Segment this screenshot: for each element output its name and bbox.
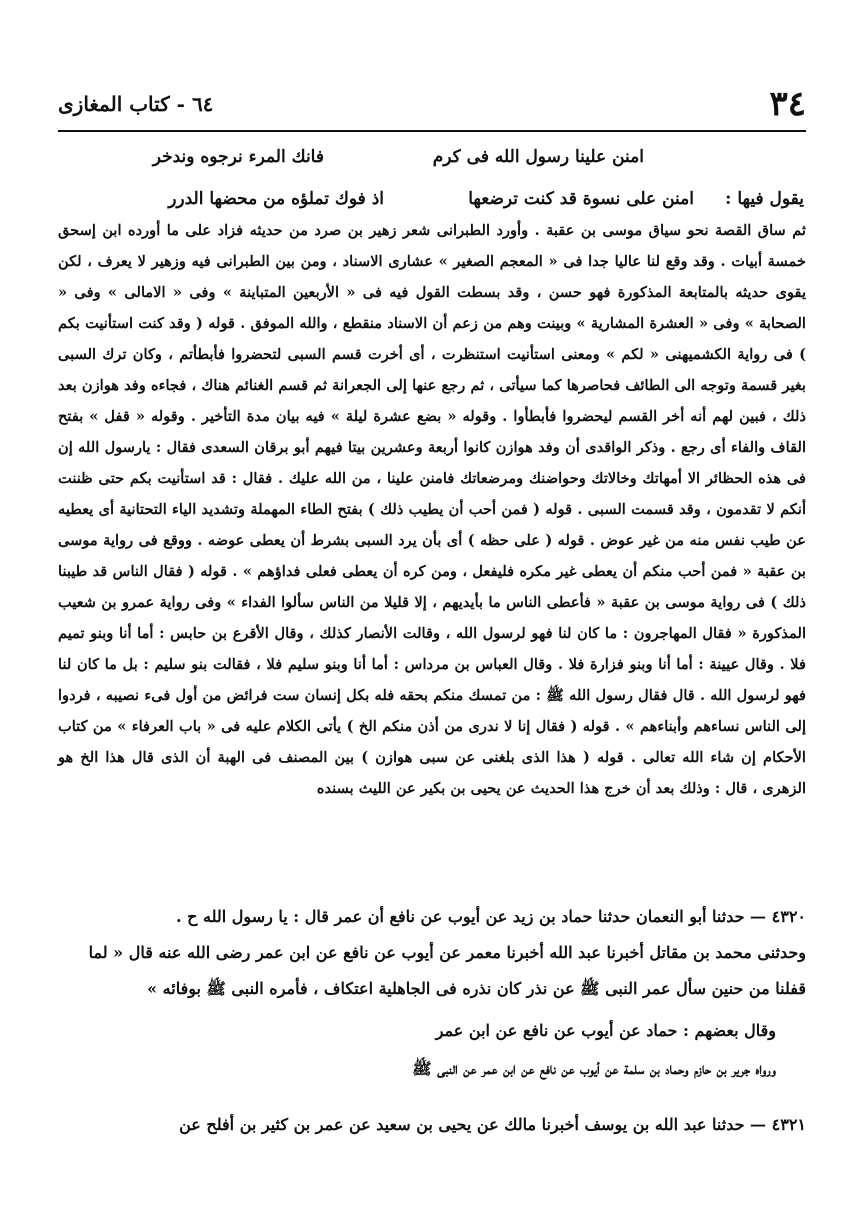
verse-2: [60, 182, 804, 216]
verse-2-first-hemistich: امنن على نسوة قد كنت ترضعها: [468, 189, 694, 209]
hadith-text-line: قفلنا من حنين سأل عمر النبى ﷺ عن نذر كان نذره فى الجاهلية اعتكاف ، فأمره النبى ﷺ بوفائه »: [147, 979, 806, 998]
hadith-chain-line: وحدثنى محمد بن مقاتل أخبرنا عبد الله أخبرنا معمر عن أيوب عن نافع عن ابن عمر رضى الله عنه قال « لما: [88, 943, 806, 962]
page-header: [58, 82, 806, 130]
verse-1-first-hemistich: امنن علينا رسول الله فى كرم: [432, 147, 644, 167]
commentary-text: [58, 215, 806, 804]
commentary-paragraph: ثم ساق القصة نحو سياق موسى بن عقبة . وأورد الطبرانى شعر زهير بن صرد من حديثه فزاد على ما أورده ابن إسحق خمسة أبيات . وقد وقع لنا عاليا جدا فى « المعجم الصغير » عشارى الاسناد ، ومن بين الطبرانى فيه وزهير لا يعرف ، لكن يقوى حديثه بالمتابعة المذكورة فهو حسن ، وقد بسطت القول فيه فى « الأربعين المتباينة » وفى « الامالى » وفى « الصحابة » وفى « العشرة المشارية » وبينت وهم من زعم أن الاسناد منقطع ، والله الموفق . قوله ( وقد كنت استأنيت بكم ) فى رواية الكشميهنى « لكم » ومعنى استأنيت استنظرت ، أى أخرت قسم السبى لتحضروا فأبطأتم ، وكان ترك السبى بغير قسمة وتوجه الى الطائف فحاصرها كما سيأتى ، ثم رجع عنها إلى الجعرانة ثم قسم الغنائم هناك ، فجاءه وفد هوازن بعد ذلك ، فبين لهم أنه أخر القسم ليحضروا فأبطأوا . وقوله « بضع عشرة ليلة » فيه بيان مدة التأخير . وقوله « قفل » بفتح القاف والفاء أى رجع . وذكر الواقدى أن وفد هوازن كانوا أربعة وعشرين بيتا فيهم أبو برقان السعدى فقال : يارسول الله إن فى هذه الحظائر الا أمهاتك وخالاتك وحواضنك ومرضعاتك فامنن علينا ، من الله عليك . فقال : قد استأنيت بكم حتى ظننت أنكم لا تقدمون ، وقد قسمت السبى . قوله ( فمن أحب أن يطيب ذلك ) بفتح الطاء المهملة وتشديد الياء التحتانية أى يعطيه عن طيب نفس منه من غير عوض . قوله ( على حظه ) أى بأن يرد السبى بشرط أن يعطى عوضه . ووقع فى رواية موسى بن عقبة « فمن أحب منكم أن يعطى غير مكره فليفعل ، ومن كره أن يعطى فعلى فداؤهم » . قوله ( فقال الناس قد طيبنا ذلك ) فى رواية موسى بن عقبة « فأعطى الناس ما بأيديهم ، إلا قليلا من الناس سألوا الفداء » وفى رواية عمرو بن شعيب المذكورة « فقال المهاجرون : ما كان لنا فهو لرسول الله ، وقالت الأنصار كذلك ، وقال الأقرع بن حابس : أما أنا وبنو تميم فلا . وقال عيينة : أما أنا وبنو فزارة فلا . وقال العباس بن مرداس : أما أنا وبنو سليم فلا ، فقالت بنو سليم : بل ما كان لنا فهو لرسول الله . قال فقال رسول الله ﷺ : من تمسك منكم بحقه فله بكل إنسان ست فرائض من أول فىء نصيبه ، فردوا إلى الناس نساءهم وأبناءهم » . قوله ( فقال إنا لا ندرى من أذن منكم الخ ) يأتى الكلام عليه فى « باب العرفاء » من كتاب الأحكام إن شاء الله تعالى . قوله ( هذا الذى بلغنى عن سبى هوازن ) بين المصنف فى الهبة أن الذى قال هذا الخ هو الزهرى ، قال : وذلك بعد أن خرج هذا الحديث عن يحيى بن بكير عن الليث بسنده: [58, 222, 806, 797]
header-rule: [58, 130, 806, 132]
hadith-variant-line: وقال بعضهم : حماد عن أيوب عن نافع عن ابن عمر: [435, 1021, 776, 1040]
verse-2-lead: يقول فيها :: [725, 189, 804, 209]
verse-2-second-hemistich: اذ فوك تملؤه من محضها الدرر: [168, 189, 384, 209]
running-title: ٦٤ - كتاب المغازى: [58, 92, 214, 116]
verse-1: [60, 140, 804, 174]
page-number: ٣٤: [769, 84, 806, 124]
hadith-4320-line: ٤٣٢٠ — حدثنا أبو النعمان حدثنا حماد بن زيد عن أيوب عن نافع أن عمر قال : يا رسول الله ح .: [176, 907, 806, 926]
hadith-variant-line-2: ورواه جرير بن حازم وحماد بن سلمة عن أيوب عن نافع عن ابن عمر عن النبى ﷺ: [412, 1059, 776, 1078]
verse-1-second-hemistich: فانك المرء نرجوه وندخر: [152, 147, 324, 167]
hadith-4321-line: ٤٣٢١ — حدثنا عبد الله بن يوسف أخبرنا مالك عن يحيى بن سعيد عن عمر بن كثير بن أفلح عن: [179, 1115, 806, 1134]
poem-block: [60, 140, 804, 220]
